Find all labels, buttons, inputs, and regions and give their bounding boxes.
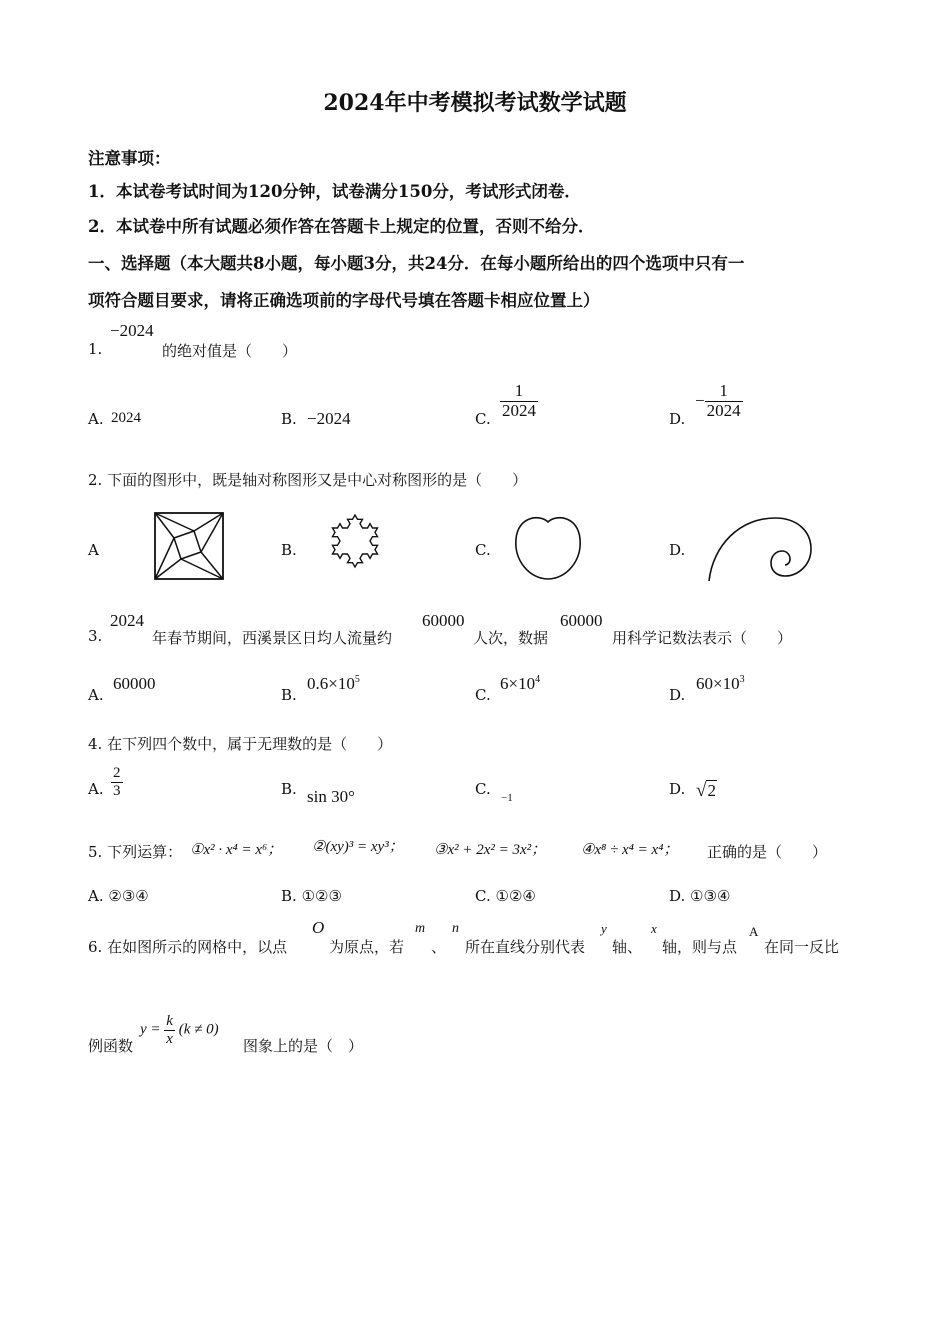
q3-option-c bbox=[500, 674, 540, 694]
q1-option-d bbox=[695, 382, 743, 420]
q1-d-sign: − bbox=[695, 391, 705, 411]
q1-option-b-label: B. bbox=[281, 410, 297, 428]
q2-option-a-label: A bbox=[88, 541, 99, 559]
q3-b-exponent: 5 bbox=[354, 674, 360, 685]
q1-option-b: −2024 bbox=[307, 409, 351, 428]
q3-c-base: 6×10 bbox=[500, 674, 536, 693]
q3-text-2: 人次，数据 bbox=[473, 629, 549, 647]
q6-func-condition: (k ≠ 0) bbox=[178, 1021, 219, 1038]
q2-figure-c-heart-shape bbox=[512, 515, 584, 581]
q5-expression-1: ①x² · x⁴ = x⁶； bbox=[190, 842, 283, 858]
q1-text: 的绝对值是（ ） bbox=[162, 342, 298, 360]
sqrt-icon: √ bbox=[696, 780, 707, 801]
q2-option-b-label: B. bbox=[281, 541, 297, 559]
q1-option-c-label: C. bbox=[475, 410, 491, 428]
q1-d-denominator: 2024 bbox=[706, 400, 741, 420]
section-1-line-1: 一、选择题（本大题共8小题，每小题3分，共24分．在每小题所给出的四个选项中只有一 bbox=[88, 254, 745, 273]
q3-number: 3. bbox=[88, 627, 103, 645]
q5-option-b: B. ①②③ bbox=[281, 887, 342, 905]
q6-text-5: 轴，则与点 bbox=[662, 938, 738, 956]
q3-option-c-label: C. bbox=[475, 686, 491, 704]
q3-text-1: 年春节期间，西溪景区日均人流量约 bbox=[152, 629, 393, 647]
page-title: 2024年中考模拟考试数学试题 bbox=[323, 90, 627, 116]
q6-text-2: 为原点，若 bbox=[329, 938, 405, 956]
q3-c-exponent: 4 bbox=[535, 674, 541, 685]
q3-value-1: 60000 bbox=[422, 611, 465, 630]
q2-figure-b-snowflake bbox=[318, 502, 392, 580]
q1-option-a-label: A. bbox=[88, 410, 104, 428]
q3-year: 2024 bbox=[110, 611, 144, 630]
q4-option-a bbox=[111, 765, 123, 799]
q4-option-b-label: B. bbox=[281, 780, 297, 798]
q2-figure-a-pinwheel-square bbox=[154, 512, 226, 580]
q6-text-8: 图象上的是（ ） bbox=[243, 1037, 364, 1055]
q1-expression: −2024 bbox=[110, 321, 154, 340]
q1-c-denominator: 2024 bbox=[502, 400, 536, 420]
q6-axis-x: x bbox=[651, 921, 657, 936]
q3-option-a-label: A. bbox=[88, 686, 104, 704]
q3-d-base: 60×10 bbox=[696, 674, 740, 693]
q3-b-base: 0.6×10 bbox=[307, 674, 355, 693]
q6-line-m: m bbox=[415, 921, 426, 936]
q3-option-a: 60000 bbox=[113, 674, 156, 693]
q5-text-prefix: 5. 下列运算： bbox=[88, 843, 183, 861]
notice-heading: 注意事项： bbox=[88, 149, 171, 168]
q5-option-d: D. ①③④ bbox=[669, 887, 731, 905]
q5-text-suffix: 正确的是（ ） bbox=[707, 843, 828, 861]
q6-text-1: 6. 在如图所示的网格中，以点 bbox=[88, 938, 288, 956]
q1-option-c bbox=[500, 382, 538, 420]
q6-origin-o: O bbox=[312, 918, 325, 937]
q1-c-numerator: 1 bbox=[500, 382, 538, 402]
notice-item-2: 2．本试卷中所有试题必须作答在答题卡上规定的位置，否则不给分． bbox=[88, 217, 595, 236]
q6-line-n: n bbox=[452, 921, 459, 936]
q2-option-d-label: D. bbox=[669, 541, 686, 559]
q4-option-d-label: D. bbox=[669, 780, 686, 798]
q2-option-c-label: C. bbox=[475, 541, 491, 559]
q4-option-a-label: A. bbox=[88, 780, 104, 798]
q1-option-d-label: D. bbox=[669, 410, 686, 428]
q4-option-c: −1 bbox=[501, 792, 513, 804]
q4-d-radicand: 2 bbox=[707, 781, 716, 800]
q4-option-c-label: C. bbox=[475, 780, 491, 798]
q2-text: 2. 下面的图形中，既是轴对称图形又是中心对称图形的是（ ） bbox=[88, 471, 528, 489]
q5-option-c: C. ①②④ bbox=[475, 887, 536, 905]
q6-text-7: 例函数 bbox=[88, 1037, 134, 1055]
q3-option-d-label: D. bbox=[669, 686, 686, 704]
q6-text-4: 轴、 bbox=[612, 938, 643, 956]
q6-function bbox=[140, 1013, 219, 1047]
q6-func-denominator: x bbox=[166, 1030, 173, 1047]
section-1-line-2: 项符合题目要求，请将正确选项前的字母代号填在答题卡相应位置上） bbox=[88, 291, 600, 310]
q5-option-a: A. ②③④ bbox=[88, 887, 149, 905]
q3-d-exponent: 3 bbox=[739, 674, 745, 685]
q6-func-lhs: y = bbox=[140, 1021, 161, 1038]
q6-func-numerator: k bbox=[166, 1013, 173, 1029]
q3-option-b bbox=[307, 674, 360, 694]
q4-option-b: sin 30° bbox=[307, 787, 355, 806]
q3-option-d bbox=[696, 674, 745, 694]
q6-point-a: A bbox=[749, 924, 759, 939]
q4-a-numerator: 2 bbox=[113, 765, 121, 781]
q5-expression-4: ④x⁸ ÷ x⁴ = x⁴； bbox=[581, 842, 679, 858]
q1-option-a: 2024 bbox=[111, 410, 141, 426]
q1-d-numerator: 1 bbox=[705, 382, 743, 402]
q3-option-b-label: B. bbox=[281, 686, 297, 704]
q5-expression-2: ②(xy)³ = xy³； bbox=[312, 839, 404, 855]
notice-item-1: 1．本试卷考试时间为120分钟，试卷满分150分，考试形式闭卷． bbox=[88, 182, 581, 201]
q3-value-2: 60000 bbox=[560, 611, 603, 630]
q6-separator: 、 bbox=[431, 938, 447, 956]
q6-text-3: 所在直线分别代表 bbox=[465, 938, 586, 956]
q6-text-6: 在同一反比 bbox=[764, 938, 840, 956]
q2-figure-d-spiral bbox=[705, 515, 815, 583]
q4-a-denominator: 3 bbox=[113, 782, 121, 799]
q5-expression-3: ③x² + 2x² = 3x²； bbox=[434, 842, 547, 858]
q4-text: 4. 在下列四个数中，属于无理数的是（ ） bbox=[88, 735, 393, 753]
q1-number: 1. bbox=[88, 340, 103, 358]
q6-axis-y: y bbox=[601, 921, 607, 936]
q4-option-d bbox=[696, 780, 717, 802]
q3-text-3: 用科学记数法表示（ ） bbox=[612, 629, 793, 647]
